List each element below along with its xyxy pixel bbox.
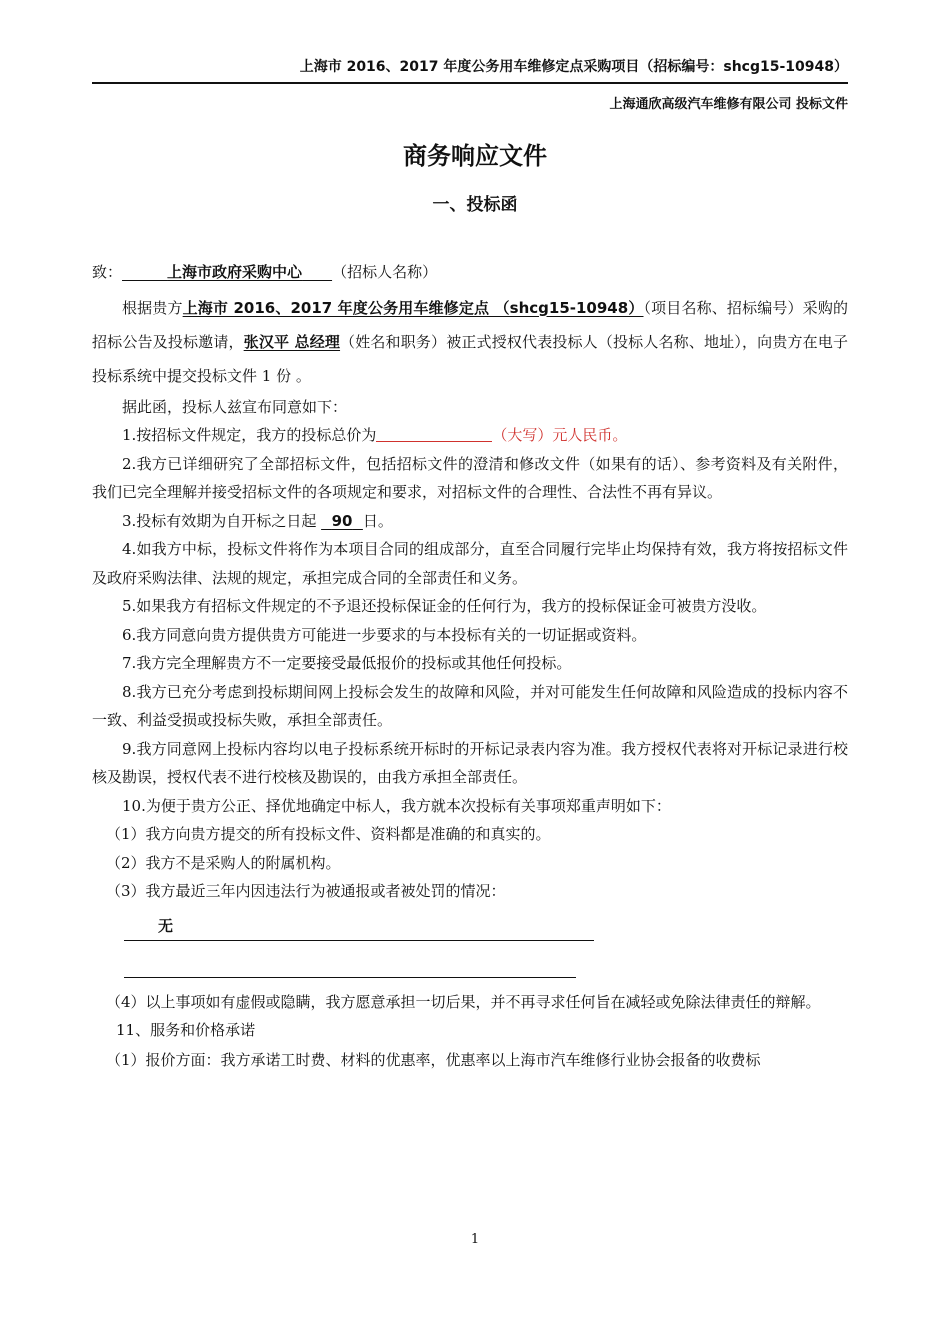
addressee-name: 上海市政府采购中心 [167,263,303,281]
header-company-line: 上海通欣高级汽车维修有限公司 投标文件 [609,97,848,112]
item-10: 10.为便于贵方公正、择优地确定中标人，我方就本次投标有关事项郑重声明如下： [122,796,671,815]
item-6: 6.我方同意向贵方提供贵方可能进一步要求的与本投标有关的一切证据或资料。 [122,625,647,644]
intro-paragraph [92,291,848,393]
section-title: 一、投标函 [432,195,518,215]
total-price-blank [376,423,492,442]
project-name: 上海市 2016、2017 年度公务用车维修定点 （shcg15-10948） [182,298,644,317]
validity-days-value: 90 [331,511,353,530]
header-rule [92,82,848,84]
statement-3: （3）我方最近三年内因违法行为被通报或者被处罚的情况： [106,882,506,900]
page-number: 1 [470,1232,480,1247]
item-4: 4.如我方中标，投标文件将作为本项目合同的组成部分，直至合同履行完毕止均保持有效，我方将按招标文件及政府采购法律、法规的规定，承担完成合同的全部责任和义务。 [92,540,848,587]
addressee-prefix: 致： [92,263,123,281]
item-1-suffix: （大写）元人民币。 [492,426,628,444]
item-3-suffix: 日。 [362,511,393,530]
declaration-intro: 据此函，投标人兹宣布同意如下： [122,397,348,416]
intro-mid: （项目名称、招标编号）采购的招标公告及投标邀请， [92,298,848,351]
item-1 [92,421,848,450]
violation-answer-blank-2 [124,947,576,978]
addressee-suffix: （招标人名称） [332,263,438,281]
statement-2: （2）我方不是采购人的附属机构。 [106,853,341,872]
violation-answer-blank-1 [124,912,594,941]
item-3 [92,507,848,536]
item-9: 9.我方同意网上投标内容均以电子投标系统开标时的开标记录表内容为准。我方授权代表将对开标记录进行校核及勘误，授权代表不进行校核及勘误的，由我方承担全部责任。 [92,739,848,786]
intro-prefix: 根据贵方 [122,298,183,317]
validity-days [321,512,363,530]
page-title: 商务响应文件 [403,142,547,170]
header-project-line: 上海市 2016、2017 年度公务用车维修定点采购项目（招标编号：shcg15-10948） [299,59,848,75]
addressee-pad-before [122,263,167,281]
representative: 张汉平 总经理 [243,332,341,351]
statement-4: （4）以上事项如有虚假或隐瞒，我方愿意承担一切后果，并不再寻求任何旨在减轻或免除法律责任的辩解。 [106,992,821,1011]
violation-answer-line [124,912,594,941]
item-8: 8.我方已充分考虑到投标期间网上投标会发生的故障和风险，并对可能发生任何故障和风险造成的投标内容不一致、利益受损或投标失败，承担全部责任。 [92,682,848,729]
letter-body [92,258,848,1075]
violation-answer-line-2 [124,947,576,978]
intro-suffix: （姓名和职务）被正式授权代表投标人（投标人名称、地址），向贵方在电子投标系统中提交投标文件 1 份 。 [92,332,848,385]
item-7: 7.我方完全理解贵方不一定要接受最低报价的投标或其他任何投标。 [122,654,572,672]
item-11-1: （1）报价方面：我方承诺工时费、材料的优惠率，优惠率以上海市汽车维修行业协会报备的收费标 [106,1050,761,1069]
statement-1: （1）我方向贵方提交的所有投标文件、资料都是准确的和真实的。 [106,825,551,843]
item-5: 5.如果我方有招标文件规定的不予退还投标保证金的任何行为，我方的投标保证金可被贵方没收。 [122,597,767,615]
item-2: 2.我方已详细研究了全部招标文件，包括招标文件的澄清和修改文件（如果有的话）、参考资料及有关附件，我们已完全理解并接受招标文件的各项规定和要求，对招标文件的合理性、合法性不再有异议。 [92,454,848,501]
item-3-prefix: 3.投标有效期为自开标之日起 [122,511,317,530]
addressee-line [92,258,848,287]
addressee-pad-after [302,263,332,281]
item-11: 11、服务和价格承诺 [116,1021,256,1039]
item-1-prefix: 1.按招标文件规定，我方的投标总价为 [122,426,377,444]
violation-answer: 无 [158,916,174,935]
